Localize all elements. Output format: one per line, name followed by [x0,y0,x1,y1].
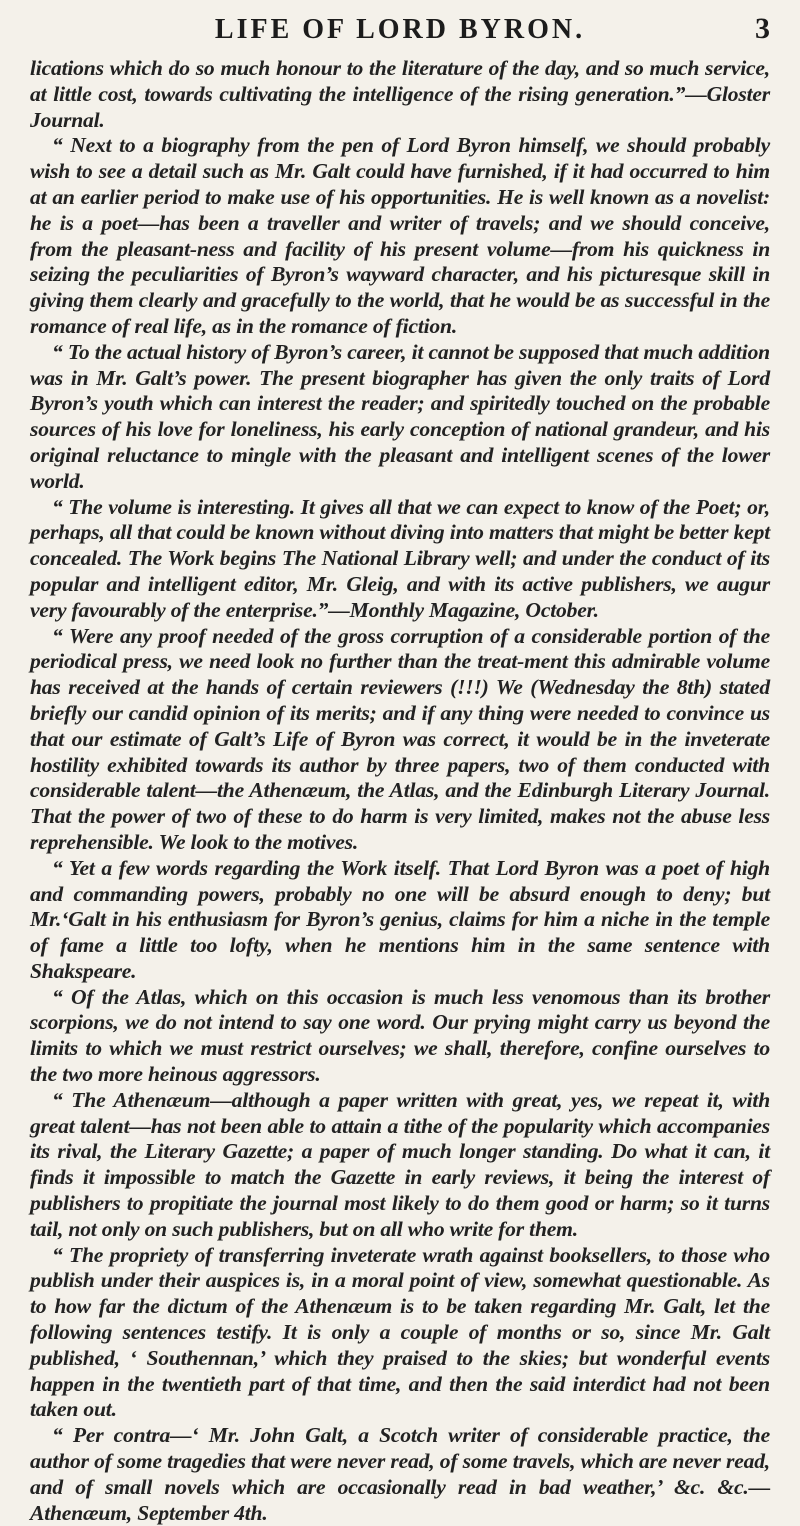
body-text [30,56,770,1526]
paragraph: “ To the actual history of Byron’s career, it cannot be supposed that much addition was in Mr. Galt’s power. The present biographer has given the only traits of Lord Byron’s youth which can interest the reader; and spiritedly touched on the probable sources of his love for loneliness, his early conception of national grandeur, and his original reluctance to mingle with the pleasant and intelligent scenes of the lower world. [30,339,770,493]
page-number: 3 [755,12,770,45]
paragraph: “ Per contra—‘ Mr. John Galt, a Scotch writer of considerable practice, the author of some tragedies that were never read, of some travels, which are never read, and of small novels which are occasionally read in bad weather,’ &c. &c.—Athenæum, September 4th. [30,1423,770,1525]
paragraph: “ The Athenæum—although a paper written with great, yes, we repeat it, with great talent—has not been able to attain a tithe of the popularity which accompanies its rival, the Literary Gazette; a paper of much longer standing. Do what it can, it finds it impossible to match the Gazette in early reviews, it being the interest of publishers to propitiate the journal most likely to do them good or harm; so it turns tail, not only on such publishers, but on all who write for them. [30,1087,770,1241]
page-header [30,12,770,56]
paragraph: “ The propriety of transferring inveterate wrath against booksellers, to those who publish under their auspices is, in a moral point of view, somewhat questionable. As to how far the dictum of the Athenæum is to be taken regarding Mr. Galt, let the following sentences testify. It is only a couple of months or so, since Mr. Galt published, ‘ Southennan,’ which they praised to the skies; but wonderful events happen in the twentieth part of that time, and then the said interdict had not been taken out. [30,1242,770,1422]
paragraph: “ The volume is interesting. It gives all that we can expect to know of the Poet; or, perhaps, all that could be known without diving into matters that might be better kept concealed. The Work begins The National Library well; and under the conduct of its popular and intelligent editor, Mr. Gleig, and with its active publishers, we augur very favourably of the enterprise.”—Monthly Magazine, October. [30,494,770,622]
paragraph: lications which do so much honour to the literature of the day, and so much service, at little cost, towards cultivating the intelligence of the rising generation.”—Gloster Journal. [30,56,770,132]
paragraph: “ Of the Atlas, which on this occasion is much less venomous than its brother scorpions, we do not intend to say one word. Our prying might carry us beyond the limits to which we must restrict ourselves; we shall, therefore, confine ourselves to the two more heinous aggressors. [30,984,770,1087]
running-title: LIFE OF LORD BYRON. [214,14,586,45]
paragraph: “ Next to a biography from the pen of Lord Byron himself, we should probably wish to see a detail such as Mr. Galt could have furnished, if it had occurred to him at an earlier period to make use of his opportunities. He is well known as a novelist: he is a poet—has been a traveller and writer of travels; and we should conceive, from the pleasant-ness and facility of his present volume—from his quickness in seizing the peculiarities of Byron’s wayward character, and his picturesque skill in giving them clearly and gracefully to the world, that he would be as successful in the romance of real life, as in the romance of fiction. [30,133,770,338]
paragraph: “ Were any proof needed of the gross corruption of a considerable portion of the periodical press, we need look no further than the treat-ment this admirable volume has received at the hands of certain reviewers (!!!) We (Wednesday the 8th) stated briefly our candid opinion of its merits; and if any thing were needed to convince us that our estimate of Galt’s Life of Byron was correct, it would be in the inveterate hostility exhibited towards its author by three papers, two of them conducted with considerable talent—the Athenæum, the Atlas, and the Edinburgh Literary Journal. That the power of two of these to do harm is very limited, makes not the abuse less reprehensible. We look to the motives. [30,623,770,854]
paragraph: “ Yet a few words regarding the Work itself. That Lord Byron was a poet of high and commanding powers, probably no one will be absurd enough to deny; but Mr.‘Galt in his enthusiasm for Byron’s genius, claims for him a niche in the temple of fame a little too lofty, when he mentions him in the same sentence with Shakspeare. [30,855,770,983]
